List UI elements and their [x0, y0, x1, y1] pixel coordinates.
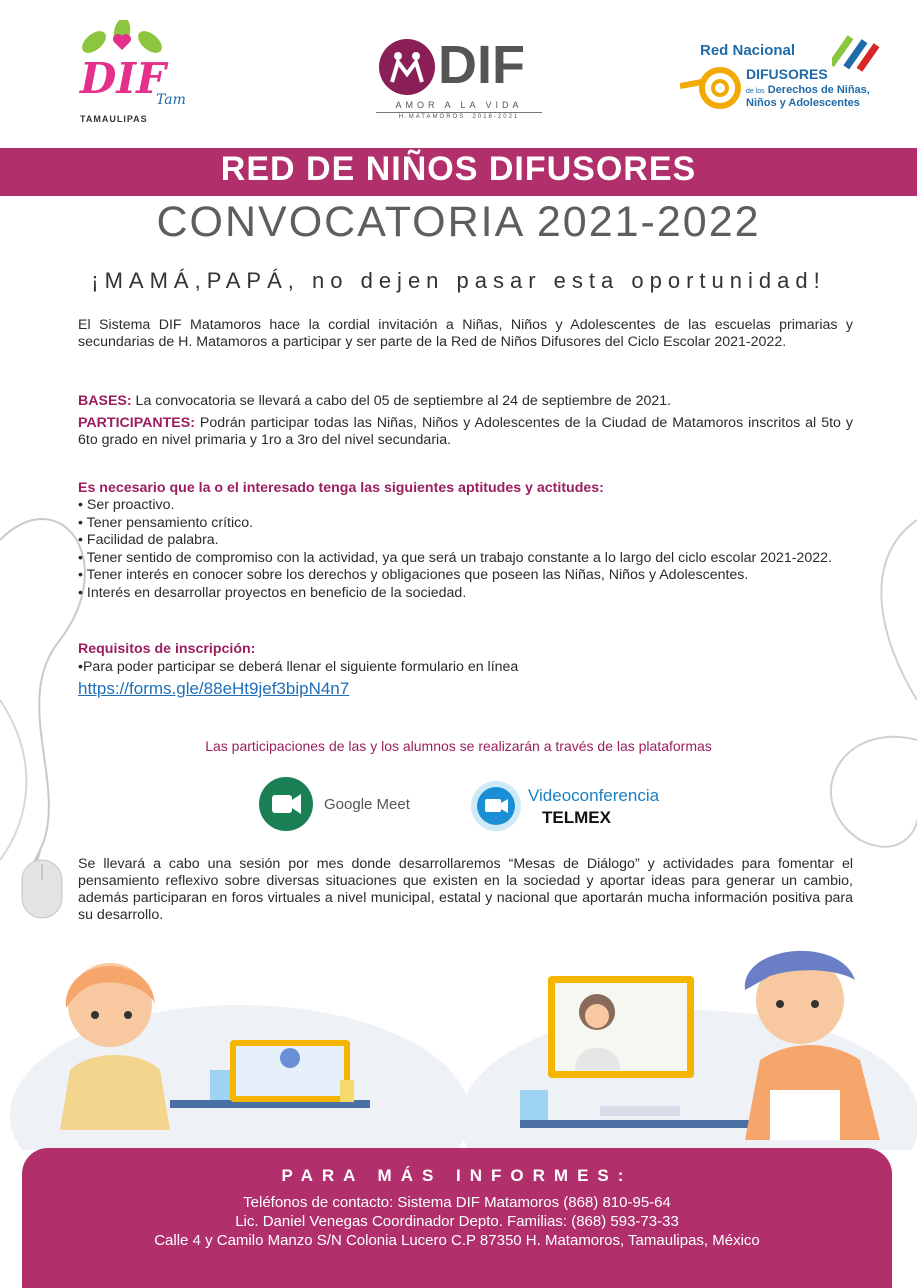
kids-illustration [0, 930, 917, 1150]
spiral-icon [680, 64, 750, 114]
aptitudes-heading: Es necesario que la o el interesado tenga las siguientes aptitudes y actitudes: [78, 480, 604, 496]
red-nacional-difusores: DIFUSORES [746, 66, 828, 82]
google-meet-logo [258, 776, 428, 836]
video-conference-icon [470, 780, 522, 832]
list-item: • Interés en desarrollar proyectos en beneficio de la sociedad. [78, 584, 467, 601]
list-item: • Tener sentido de compromiso con la actividad, ya que será un trabajo constante a lo largo del ciclo escolar 2021-2022. [78, 549, 832, 566]
list-item: • Tener interés en conocer sobre los derechos y obligaciones que poseen las Niñas, Niños y Adolescentes. [78, 567, 749, 583]
red-nacional-ninos: Niños y Adolescentes [746, 97, 860, 109]
requisitos-heading: Requisitos de inscripción: [78, 641, 256, 657]
page-title: RED DE NIÑOS DIFUSORES [220, 150, 697, 188]
video-camera-icon [258, 776, 314, 832]
mouse-icon [20, 858, 64, 920]
dif-tam-sub: Tam [156, 92, 186, 108]
red-nacional-delos: de los [746, 88, 765, 95]
aptitudes-list [78, 497, 853, 602]
requisitos-text: •Para poder participar se deberá llenar el siguiente formulario en línea [78, 659, 519, 675]
red-nacional-logo [680, 30, 880, 120]
dif-tam-caption: TAMAULIPAS [80, 114, 148, 124]
bases-text: La convocatoria se llevará a cabo del 05 de septiembre al 24 de septiembre de 2021. [131, 393, 672, 409]
footer-title: PARA MÁS INFORMES: [281, 1166, 633, 1185]
list-item: • Facilidad de palabra. [78, 532, 219, 548]
telmex-line1: Videoconferencia [528, 786, 660, 805]
dif-tamaulipas-logo [66, 20, 196, 128]
footer-phone-dif: Teléfonos de contacto: Sistema DIF Matamoros (868) 810-95-64 [243, 1194, 671, 1211]
dif-center-years: 2018-2021 [472, 114, 520, 120]
list-item: • Ser proactivo. [78, 497, 175, 513]
red-nacional-derechos [746, 84, 870, 96]
telmex-line2: TELMEX [542, 808, 611, 827]
dif-center-tagline: AMOR A LA VIDA [395, 100, 523, 110]
dif-center-sub [376, 114, 542, 120]
dif-center-city: H.MATAMOROS [398, 114, 466, 120]
family-icon [378, 38, 436, 96]
tagline: ¡MAMÁ,PAPÁ, no dejen pasar esta oportunidad! [91, 268, 826, 293]
participantes-label: PARTICIPANTES: [78, 415, 195, 431]
red-nacional-line3: Derechos de Niñas, [767, 84, 870, 96]
google-meet-label: Google Meet [324, 796, 410, 813]
dif-center-brand: DIF [438, 35, 525, 95]
footer-phone-coordinator: Lic. Daniel Venegas Coordinador Depto. Familias: (868) 593-73-33 [235, 1213, 679, 1230]
bases-label: BASES: [78, 393, 132, 409]
sesion-paragraph: Se llevará a cabo una sesión por mes donde desarrollaremos “Mesas de Diálogo” y actividades para fomentar el pensamiento reflexivo sobre diversas situaciones que existen en la sociedad y aportar ideas para generar un cambio, además participaran en foros virtuales a nivel municipal, estatal y nacional que aportarán mucha información positiva para su desarrollo. [78, 856, 853, 923]
telmex-logo [470, 780, 670, 836]
dif-tam-brand: DIF [80, 54, 166, 103]
footer-address: Calle 4 y Camilo Manzo S/N Colonia Lucero C.P 87350 H. Matamoros, Tamaulipas, México [154, 1232, 760, 1249]
form-link[interactable]: https://forms.gle/88eHt9jef3bipN4n7 [78, 679, 350, 698]
plataformas-text: Las participaciones de las y los alumnos se realizarán a través de las plataformas [205, 738, 712, 754]
intro-paragraph: El Sistema DIF Matamoros hace la cordial invitación a Niñas, Niños y Adolescentes de las escuelas primarias y secundarias de H. Matamoros a participar y ser parte de la Red de Niños Difusores del Ciclo Escolar 2021-2022. [78, 317, 853, 350]
red-nacional-title: Red Nacional [700, 42, 796, 59]
participantes-paragraph [78, 415, 853, 449]
pencils-icon [832, 30, 882, 74]
participantes-text: Podrán participar todas las Niñas, Niños y Adolescentes de la Ciudad de Matamoros inscritos al 5to y 6to grado en nivel primaria y 1ro a 3ro del nivel secundaria. [78, 415, 853, 448]
bases-paragraph [78, 393, 853, 410]
dif-matamoros-logo [376, 36, 546, 128]
list-item: • Tener pensamiento crítico. [78, 514, 254, 531]
convocatoria-title: CONVOCATORIA 2021-2022 [156, 198, 761, 246]
